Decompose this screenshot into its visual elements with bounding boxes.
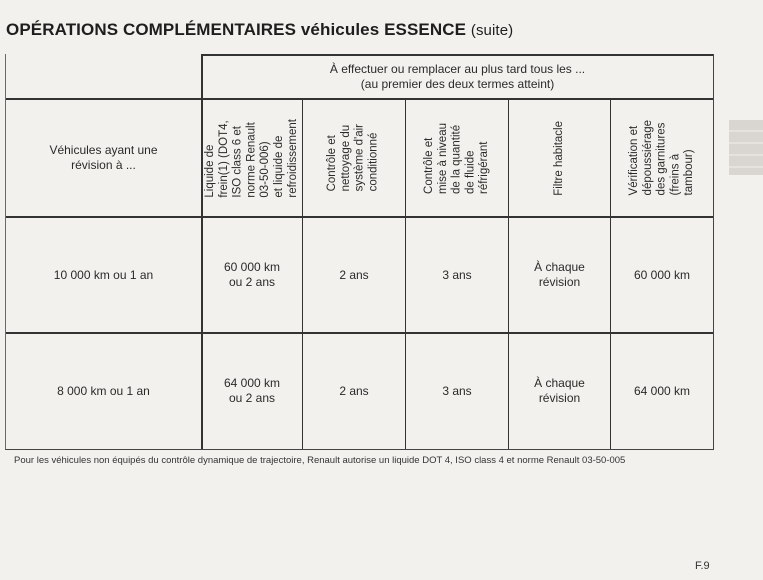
page-number: F.9 — [695, 560, 710, 572]
title-main: OPÉRATIONS COMPLÉMENTAIRES véhicules ESSENCE — [6, 20, 467, 39]
page-title — [6, 20, 513, 40]
column-header-text: Contrôle et nettoyage du système d'air conditionné — [326, 124, 380, 192]
table-cell: 2 ans — [339, 267, 369, 282]
column-header-brake-fluid — [202, 100, 302, 216]
table-cell: 64 000 km — [633, 383, 691, 398]
header-span — [202, 56, 713, 98]
table-cell: À chaque révision — [534, 376, 585, 405]
maintenance-table — [5, 54, 714, 450]
column-header-ac-cleaning — [303, 100, 405, 216]
column-header-text: Filtre habitacle — [552, 120, 565, 196]
row-header-label: Véhicules ayant une révision à ... — [49, 143, 158, 172]
title-suite: (suite) — [470, 22, 514, 39]
table-cell: 3 ans — [442, 383, 472, 398]
row-label-8000: 8 000 km ou 1 an — [57, 383, 150, 398]
column-header-drum-brakes — [611, 100, 713, 216]
column-header-text: Vérification et dépoussiérage des garnitures (freins à tambour) — [627, 120, 695, 196]
table-cell: 60 000 km ou 2 ans — [223, 260, 281, 289]
column-header-text: Liquide de frein(1) (DOT4, ISO class 6 et norme Renault 03-50-006) et liquide de refroidissement — [203, 118, 299, 198]
column-header-text: Contrôle et mise à niveau de la quantité de fluide réfrigérant — [422, 122, 490, 194]
table-cell: 60 000 km — [633, 267, 691, 282]
table-cell: 3 ans — [442, 267, 472, 282]
footnote: Pour les véhicules non équipés du contrôle dynamique de trajectoire, Renault autorise un liquide DOT 4, ISO class 4 et norme Renault 03-50-005 — [14, 455, 626, 466]
column-header-refrigerant — [406, 100, 508, 216]
table-cell: 2 ans — [339, 383, 369, 398]
table-cell: À chaque révision — [534, 260, 585, 289]
table-cell: 64 000 km ou 2 ans — [223, 376, 281, 405]
header-span-line2: (au premier des deux termes atteint) — [360, 77, 555, 91]
row-label-10000: 10 000 km ou 1 an — [53, 267, 154, 282]
column-header-cabin-filter — [509, 100, 610, 216]
header-span-line1: À effectuer ou remplacer au plus tard tous les ... — [329, 62, 586, 76]
side-tab-marker — [729, 120, 763, 175]
